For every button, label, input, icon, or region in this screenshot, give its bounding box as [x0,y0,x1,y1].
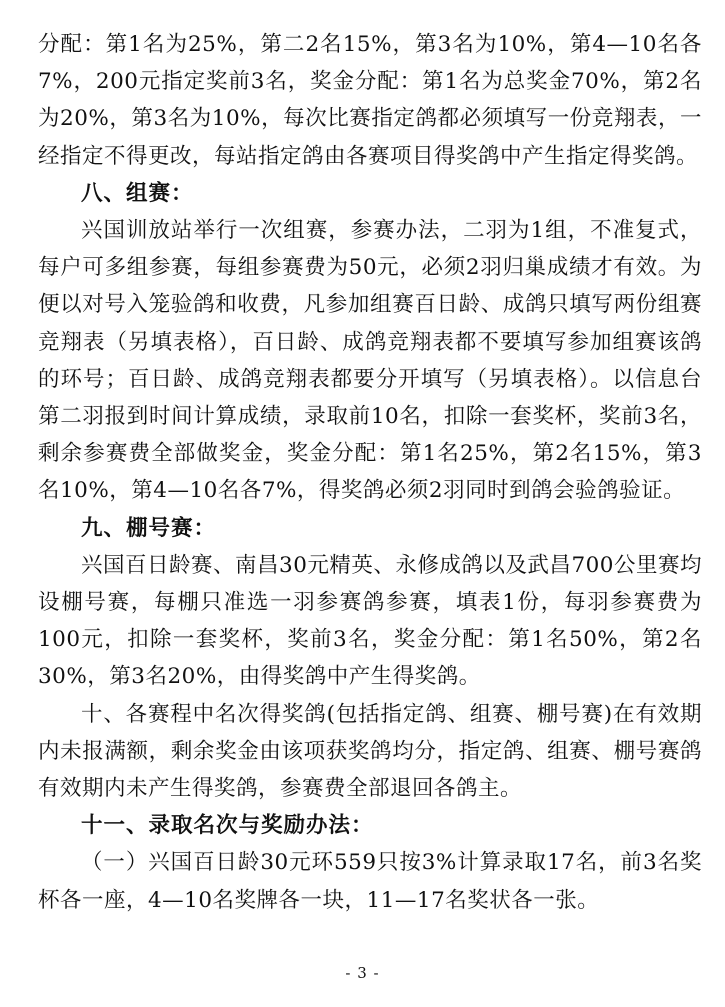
paragraph-ranking-rewards: （一）兴国百日龄30元环559只按3%计算录取17名，前3名奖杯各一座，4—10名奖牌各一块，11—17名奖状各一张。 [38,850,702,913]
document-page [38,26,702,919]
paragraph-loft-race: 兴国百日龄赛、南昌30元精英、永修成鸽以及武昌700公里赛均设棚号赛，每棚只准选一羽参赛鸽参赛，填表1份，每羽参赛费为100元，扣除一套奖杯，奖前3名，奖金分配：第1名50%，第2名30%，第3名20%，由得奖鸽中产生得奖鸽。 [38,552,702,690]
heading-loft-race: 九、棚号赛： [81,515,217,541]
paragraph-unclaimed-prizes: 十、各赛程中名次得奖鸽(包括指定鸽、组赛、棚号赛)在有效期内未报满额，剩余奖金由该项获奖鸽均分，指定鸽、组赛、棚号赛鸽有效期内未产生得奖鸽，参赛费全部退回各鸽主。 [38,701,702,802]
page-number: - 3 - [345,964,380,982]
heading-group-race: 八、组赛： [81,180,194,206]
paragraph-group-race: 兴国训放站举行一次组赛，参赛办法，二羽为1组，不准复式，每户可多组参赛，每组参赛费为50元，必须2羽归巢成绩才有效。为便以对号入笼验鸽和收费，凡参加组赛百日龄、成鸽只填写两份组赛竞翔表（另填表格），百日龄、成鸽竞翔表都不要填写参加组赛该鸽的环号；百日龄、成鸽竞翔表都要分开填写（另填表格）。以信息台第二羽报到时间计算成绩，录取前10名，扣除一套奖杯，奖前3名，剩余参赛费全部做奖金，奖金分配：第1名25%，第2名15%，第3名10%，第4—10名各7%，得奖鸽必须2羽同时到鸽会验鸽验证。 [38,218,702,504]
heading-ranking-rewards: 十一、录取名次与奖励办法： [81,813,374,839]
paragraph-prize-distribution: 分配：第1名为25%，第二2名15%，第3名为10%，第4—10名各7%，200元指定奖前3名，奖金分配：第1名为总奖金70%，第2名为20%，第3名为10%，每次比赛指定鸽都必须填写一份竞翔表，一经指定不得更改，每站指定鸽由各赛项目得奖鸽中产生指定得奖鸽。 [38,32,702,169]
